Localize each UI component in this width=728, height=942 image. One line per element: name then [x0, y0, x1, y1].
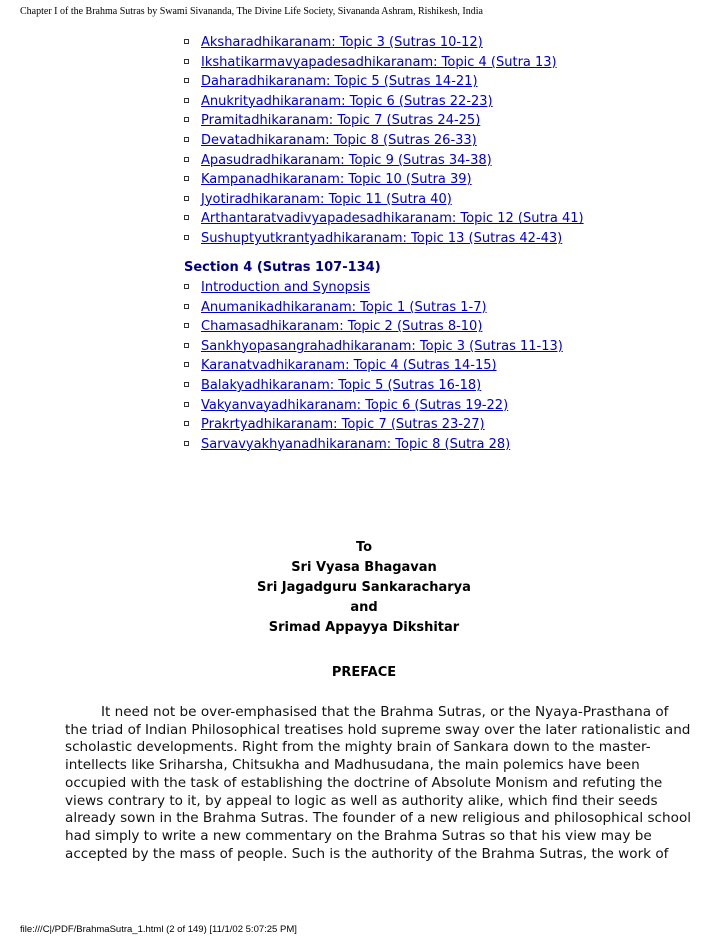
list-item — [184, 151, 584, 171]
preface-paragraph: It need not be over-emphasised that the Brahma Sutras, or the Nyaya-Prasthana of the triad of Indian Philosophical treatises hold supreme sway over the later rationalistic and scholastic developments. Right from the mighty brain of Sankara down to the master-intellects like Sriharsha, Chitsukha and Madhusudana, the main polemics have been occupied with the task of establishing the doctrine of Absolute Monism and refuting the views contrary to it, by appeal to logic as well as authority alike, which find their seeds already sown in the Brahma Sutras. The founder of a new religious and philosophical school had simply to write a new commentary on the Brahma Sutras so that his view may be accepted by the mass of people. Such is the authority of the Brahma Sutras, the work of — [65, 704, 692, 862]
dedication-block — [0, 538, 728, 638]
list-item — [184, 53, 584, 73]
square-bullet-icon — [184, 196, 189, 201]
list-item — [184, 435, 563, 455]
list-item — [184, 317, 563, 337]
section-4-heading: Section 4 (Sutras 107-134) — [184, 260, 381, 275]
list-item — [184, 298, 563, 318]
list-item — [184, 170, 584, 190]
square-bullet-icon — [184, 39, 189, 44]
toc-link[interactable]: Aksharadhikaranam: Topic 3 (Sutras 10-12) — [201, 35, 483, 50]
list-item — [184, 131, 584, 151]
square-bullet-icon — [184, 343, 189, 348]
toc-link[interactable]: Jyotiradhikaranam: Topic 11 (Sutra 40) — [201, 191, 452, 207]
list-item — [184, 209, 584, 229]
toc-link[interactable]: Ikshatikarmavyapadesadhikaranam: Topic 4 (Sutra 13) — [201, 54, 557, 70]
square-bullet-icon — [184, 284, 189, 289]
list-item — [184, 376, 563, 396]
square-bullet-icon — [184, 362, 189, 367]
square-bullet-icon — [184, 98, 189, 103]
square-bullet-icon — [184, 441, 189, 446]
dedication-line: Sri Vyasa Bhagavan — [291, 560, 437, 575]
page-header: Chapter I of the Brahma Sutras by Swami Sivananda, The Divine Life Society, Sivananda Ashram, Rishikesh, India — [20, 6, 483, 17]
list-item — [184, 415, 563, 435]
square-bullet-icon — [184, 421, 189, 426]
toc-link[interactable]: Sankhyopasangrahadhikaranam: Topic 3 (Sutras 11-13) — [201, 338, 563, 354]
square-bullet-icon — [184, 176, 189, 181]
toc-link[interactable]: Anumanikadhikaranam: Topic 1 (Sutras 1-7) — [201, 299, 487, 315]
toc-link[interactable]: Introduction and Synopsis — [201, 280, 370, 295]
toc-link[interactable]: Prakrtyadhikaranam: Topic 7 (Sutras 23-27) — [201, 417, 485, 433]
dedication-line: Sri Jagadguru Sankaracharya — [257, 580, 471, 595]
toc-link[interactable]: Anukrityadhikaranam: Topic 6 (Sutras 22-23) — [201, 93, 493, 109]
list-item — [184, 33, 584, 53]
toc-link[interactable]: Apasudradhikaranam: Topic 9 (Sutras 34-38) — [201, 152, 492, 168]
list-item — [184, 337, 563, 357]
square-bullet-icon — [184, 78, 189, 83]
page-footer: file:///C|/PDF/BrahmaSutra_1.html (2 of 149) [11/1/02 5:07:25 PM] — [20, 924, 297, 935]
toc-section-4-list — [184, 278, 563, 454]
toc-link[interactable]: Daharadhikaranam: Topic 5 (Sutras 14-21) — [201, 74, 478, 90]
toc-link[interactable]: Devatadhikaranam: Topic 8 (Sutras 26-33) — [201, 132, 477, 148]
list-item — [184, 396, 563, 416]
square-bullet-icon — [184, 215, 189, 220]
list-item — [184, 229, 584, 249]
toc-link[interactable]: Sushuptyutkrantyadhikaranam: Topic 13 (Sutras 42-43) — [201, 230, 563, 246]
toc-link[interactable]: Chamasadhikaranam: Topic 2 (Sutras 8-10) — [201, 319, 483, 335]
toc-link[interactable]: Karanatvadhikaranam: Topic 4 (Sutras 14-15) — [201, 358, 497, 374]
toc-link[interactable]: Kampanadhikaranam: Topic 10 (Sutra 39) — [201, 172, 472, 188]
dedication-line: Srimad Appayya Dikshitar — [268, 620, 460, 635]
square-bullet-icon — [184, 117, 189, 122]
toc-link[interactable]: Balakyadhikaranam: Topic 5 (Sutras 16-18) — [201, 377, 482, 393]
square-bullet-icon — [184, 382, 189, 387]
toc-link[interactable]: Arthantaratvadivyapadesadhikaranam: Topic 12 (Sutra 41) — [201, 211, 584, 227]
square-bullet-icon — [184, 304, 189, 309]
list-item — [184, 278, 563, 298]
list-item — [184, 72, 584, 92]
toc-link[interactable]: Pramitadhikaranam: Topic 7 (Sutras 24-25) — [201, 113, 481, 129]
dedication-line: To — [355, 540, 373, 555]
square-bullet-icon — [184, 137, 189, 142]
square-bullet-icon — [184, 235, 189, 240]
list-item — [184, 190, 584, 210]
square-bullet-icon — [184, 157, 189, 162]
list-item — [184, 356, 563, 376]
toc-link[interactable]: Sarvavyakhyanadhikaranam: Topic 8 (Sutra 28) — [201, 436, 511, 452]
square-bullet-icon — [184, 323, 189, 328]
preface-title: PREFACE — [331, 665, 397, 680]
square-bullet-icon — [184, 402, 189, 407]
list-item — [184, 92, 584, 112]
list-item — [184, 111, 584, 131]
toc-link[interactable]: Vakyanvayadhikaranam: Topic 6 (Sutras 19-22) — [201, 397, 509, 413]
toc-section-3-list — [184, 33, 584, 249]
square-bullet-icon — [184, 59, 189, 64]
dedication-line: and — [350, 600, 378, 615]
